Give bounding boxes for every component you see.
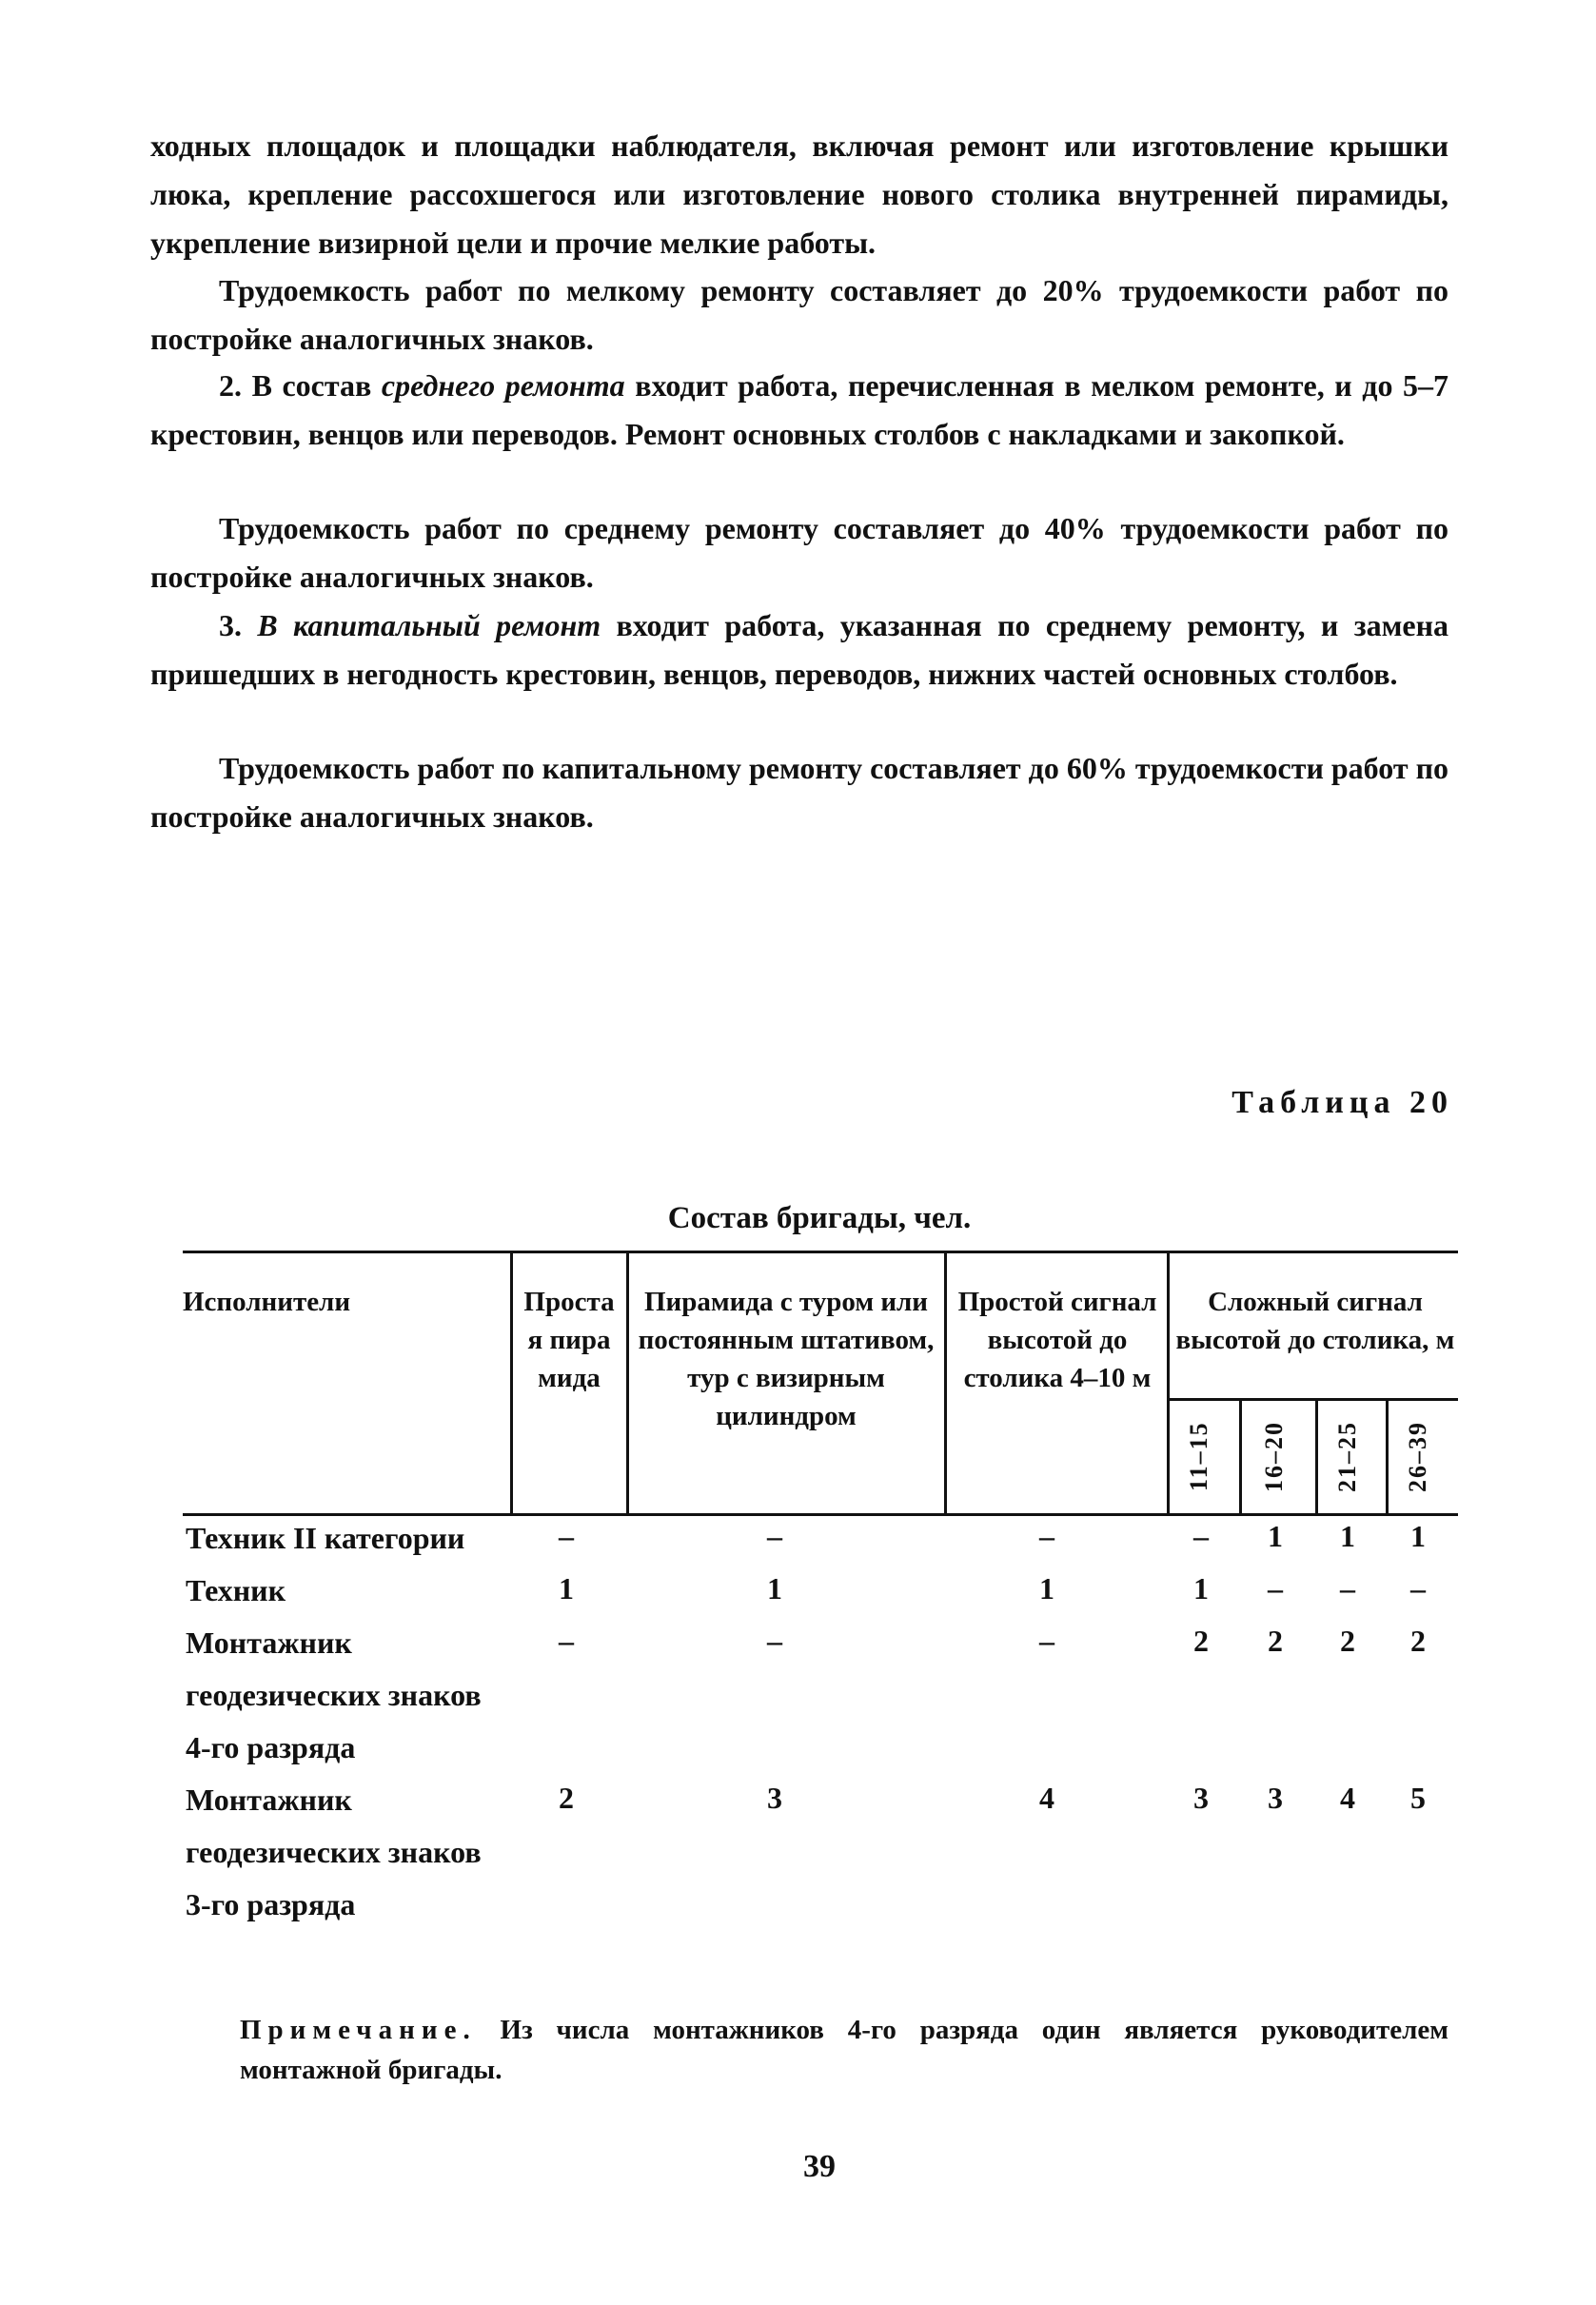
cell: 3 (1268, 1781, 1283, 1815)
cell: – (1039, 1624, 1054, 1658)
cell: 2 (1193, 1624, 1209, 1658)
cell: – (1340, 1571, 1355, 1606)
cell: 4 (1340, 1781, 1355, 1815)
cell: 5 (1410, 1781, 1426, 1815)
paragraph-medium-repair (150, 362, 1448, 459)
table-note (240, 2010, 1448, 2090)
table-col-divider-1 (510, 1252, 513, 1514)
medium-repair-term: среднего ремонта (381, 368, 625, 403)
p3-lead: 2. В состав (219, 368, 382, 403)
paragraph-continuation: ходных площадок и площадки наблюдателя, включая ремонт или изготовление крышки люка, крепление рассохшегося или изготовление нового столика внутренней пирамиды, укрепление визирной цели и прочие мелкие работы. (150, 128, 1448, 260)
subheader-21-25: 21–25 (1333, 1421, 1361, 1492)
table-title: Состав бригады, чел. (667, 1201, 972, 1235)
header-pyramid-tour: Пирамида с туром или постоянным штативом, тур с визирным цилиндром (638, 1287, 935, 1431)
header-simple-pyramid: Простая пирамида (523, 1287, 615, 1393)
cell: 1 (1340, 1519, 1355, 1553)
cell: – (1410, 1571, 1426, 1606)
subheader-16-20: 16–20 (1260, 1421, 1288, 1492)
paragraph-medium-repair-labor: Трудоемкость работ по среднему ремонту составляет до 40% трудоемкости работ по постройке аналогичных знаков. (150, 511, 1448, 594)
row-label-technician: Техник (186, 1573, 286, 1607)
cell: – (1039, 1519, 1054, 1553)
capital-repair-term: В капитальный ремонт (257, 608, 601, 642)
cell: 1 (1410, 1519, 1426, 1553)
subheader-11-15: 11–15 (1185, 1421, 1212, 1492)
paragraph-capital-repair-labor: Трудоемкость работ по капитальному ремонту составляет до 60% трудоемкости работ по постройке аналогичных знаков. (150, 751, 1448, 834)
paragraph-capital-repair (150, 601, 1448, 699)
header-simple-signal: Простой сигнал высотой до столика 4–10 м (957, 1287, 1157, 1393)
cell: 3 (1193, 1781, 1209, 1815)
table-col-divider-4 (1167, 1252, 1170, 1514)
p5-lead: 3. (219, 608, 258, 642)
cell: 1 (559, 1571, 574, 1606)
cell: 1 (767, 1571, 782, 1606)
cell: – (767, 1519, 782, 1553)
cell: 3 (767, 1781, 782, 1815)
table-sub-divider-2 (1315, 1400, 1318, 1514)
paragraph-minor-repair-labor: Трудоемкость работ по мелкому ремонту составляет до 20% трудоемкости работ по постройке аналогичных знаков. (150, 273, 1448, 356)
cell: – (559, 1624, 574, 1658)
cell: 2 (1410, 1624, 1426, 1658)
cell: – (767, 1624, 782, 1658)
header-complex-signal: Сложный сигнал высотой до столика, м (1175, 1287, 1455, 1355)
table-col-divider-2 (626, 1252, 629, 1514)
table-col-divider-3 (944, 1252, 947, 1514)
table-top-rule (183, 1251, 1458, 1253)
cell: 1 (1039, 1571, 1054, 1606)
row-label-installer-grade3: Монтажник геодезических знаков 3-го разряда (186, 1783, 482, 1921)
p5-rest: входит работа, указанная по среднему ремонту, и замена пришедших в негодность крестовин, венцов, переводов, нижних частей основных столбов. (150, 608, 1449, 691)
table-label: Таблица 20 (1231, 1085, 1453, 1120)
cell: 1 (1268, 1519, 1283, 1553)
subheader-26-39: 26–39 (1404, 1421, 1431, 1492)
cell: 1 (1193, 1571, 1209, 1606)
cell: – (1268, 1571, 1283, 1606)
row-label-installer-grade4: Монтажник геодезических знаков 4-го разряда (186, 1625, 482, 1764)
row-label-technician-cat2: Техник II категории (186, 1521, 465, 1555)
cell: 4 (1039, 1781, 1054, 1815)
p3-rest: входит работа, перечисленная в мелком ремонте, и до 5–7 крестовин, венцов или переводов. Ремонт основных столбов с накладками и закопкой. (150, 368, 1449, 451)
note-label: Примечание. (240, 2015, 477, 2045)
cell: – (1193, 1519, 1209, 1553)
table-sub-divider-1 (1239, 1400, 1242, 1514)
cell: 2 (1268, 1624, 1283, 1658)
table-sub-divider-3 (1386, 1400, 1389, 1514)
cell: 2 (1340, 1624, 1355, 1658)
header-performers: Исполнители (183, 1287, 351, 1317)
complex-signal-subheader-rule (1168, 1398, 1458, 1401)
cell: – (559, 1519, 574, 1553)
cell: 2 (559, 1781, 574, 1815)
page-number: 39 (803, 2149, 836, 2184)
note-text: Из числа монтажников 4-го разряда один является руководителем монтажной бригады. (240, 2015, 1449, 2085)
